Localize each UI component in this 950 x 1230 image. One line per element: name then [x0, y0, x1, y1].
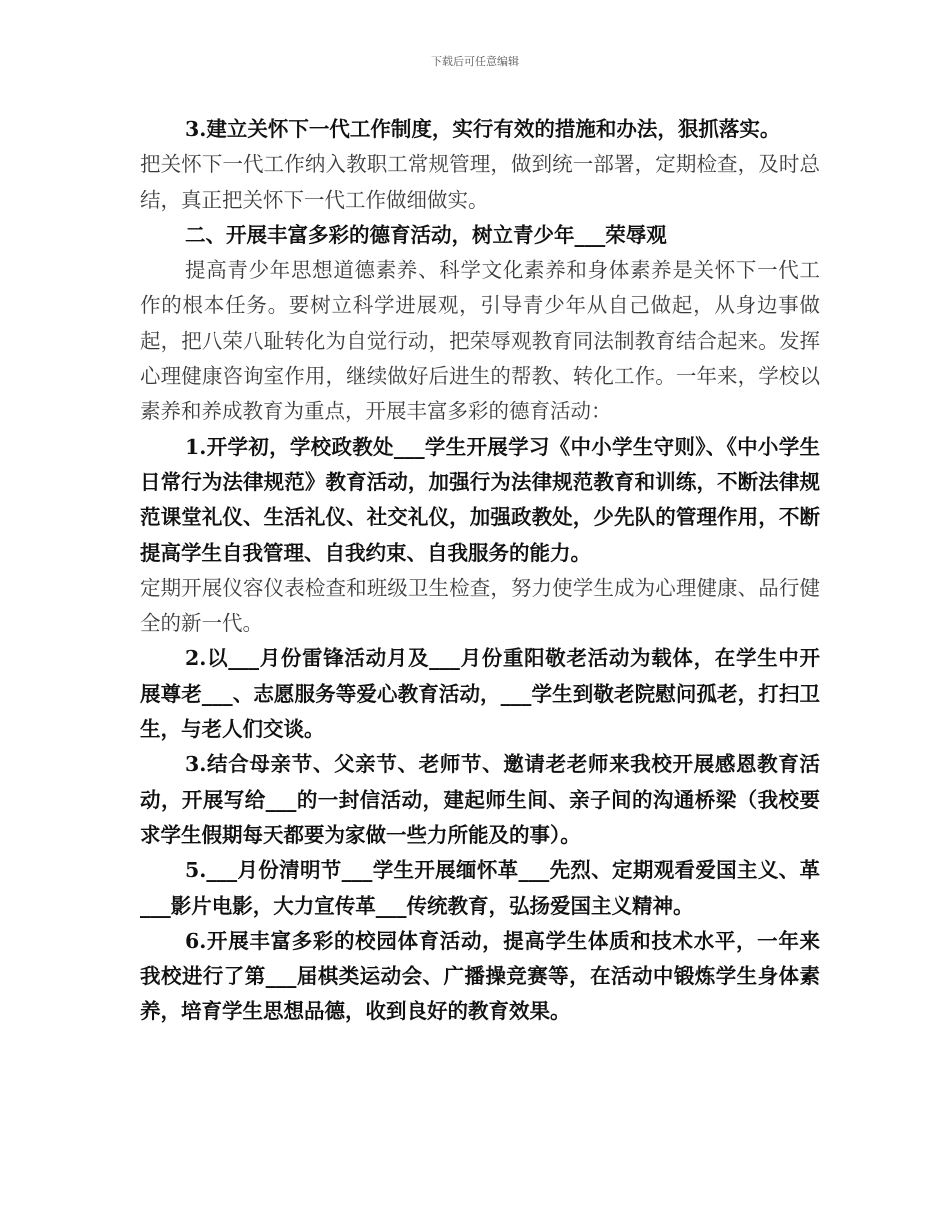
- paragraph-care-management: 把关怀下一代工作纳入教职工常规管理，做到统一部署，定期检查，及时总结，真正把关怀下一代工作做细做实。: [140, 152, 820, 212]
- paragraph-item-3-care-system: 3.建立关怀下一代工作制度，实行有效的措施和办法，狠抓落实。: [185, 117, 781, 141]
- paragraph-item-3-gratitude: 3.结合母亲节、父亲节、老师节、邀请老老师来我校开展感恩教育活动，开展写给___的一封信活动，建起师生间、亲子间的沟通桥梁（我校要求学生假期每天都要为家做一些力所能及的事）。: [140, 752, 820, 847]
- paragraph-item-6-sports: 6.开展丰富多彩的校园体育活动，提高学生体质和技术水平，一年来我校进行了第___届棋类运动会、广播操竞赛等，在活动中锻炼学生身体素养，培育学生思想品德，收到良好的教育效果。: [140, 928, 820, 1024]
- paragraph-inspections: 定期开展仪容仪表检查和班级卫生检查，努力使学生成为心理健康、品行健全的新一代。: [140, 575, 820, 636]
- paragraph-moral-tasks: 提高青少年思想道德素养、科学文化素养和身体素养是关怀下一代工作的根本任务。要树立科学进展观，引导青少年从自己做起，从身边事做起，把八荣八耻转化为自觉行动，把荣辱观教育同法制教育结合起来。发挥心理健康咨询室作用，继续做好后进生的帮教、转化工作。一年来，学校以素养和养成教育为重点，开展丰富多彩的德育活动：: [140, 258, 820, 424]
- paragraph-item-1-school-start: 1.开学初，学校政教处___学生开展学习《中小学生守则》、《中小学生日常行为法律规范》教育活动，加强行为法律规范教育和训练，不断法律规范课堂礼仪、生活礼仪、社交礼仪，加强政教处，少先队的管理作用，不断提高学生自我管理、自我约束、自我服务的能力。: [140, 434, 820, 565]
- paragraph-item-5-qingming: 5.___月份清明节___学生开展缅怀革___先烈、定期观看爱国主义、革___影片电影，大力宣传革___传统教育，弘扬爱国主义精神。: [140, 858, 820, 918]
- paragraph-item-2-leifeng: 2.以___月份雷锋活动月及___月份重阳敬老活动为载体，在学生中开展尊老___、志愿服务等爱心教育活动，___学生到敬老院慰问孤老，打扫卫生，与老人们交谈。: [140, 646, 820, 742]
- page-header: 下载后可任意编辑: [431, 55, 519, 68]
- document-body: [140, 112, 820, 1030]
- section-heading-moral-activities: 二、开展丰富多彩的德育活动，树立青少年___荣辱观: [185, 222, 667, 247]
